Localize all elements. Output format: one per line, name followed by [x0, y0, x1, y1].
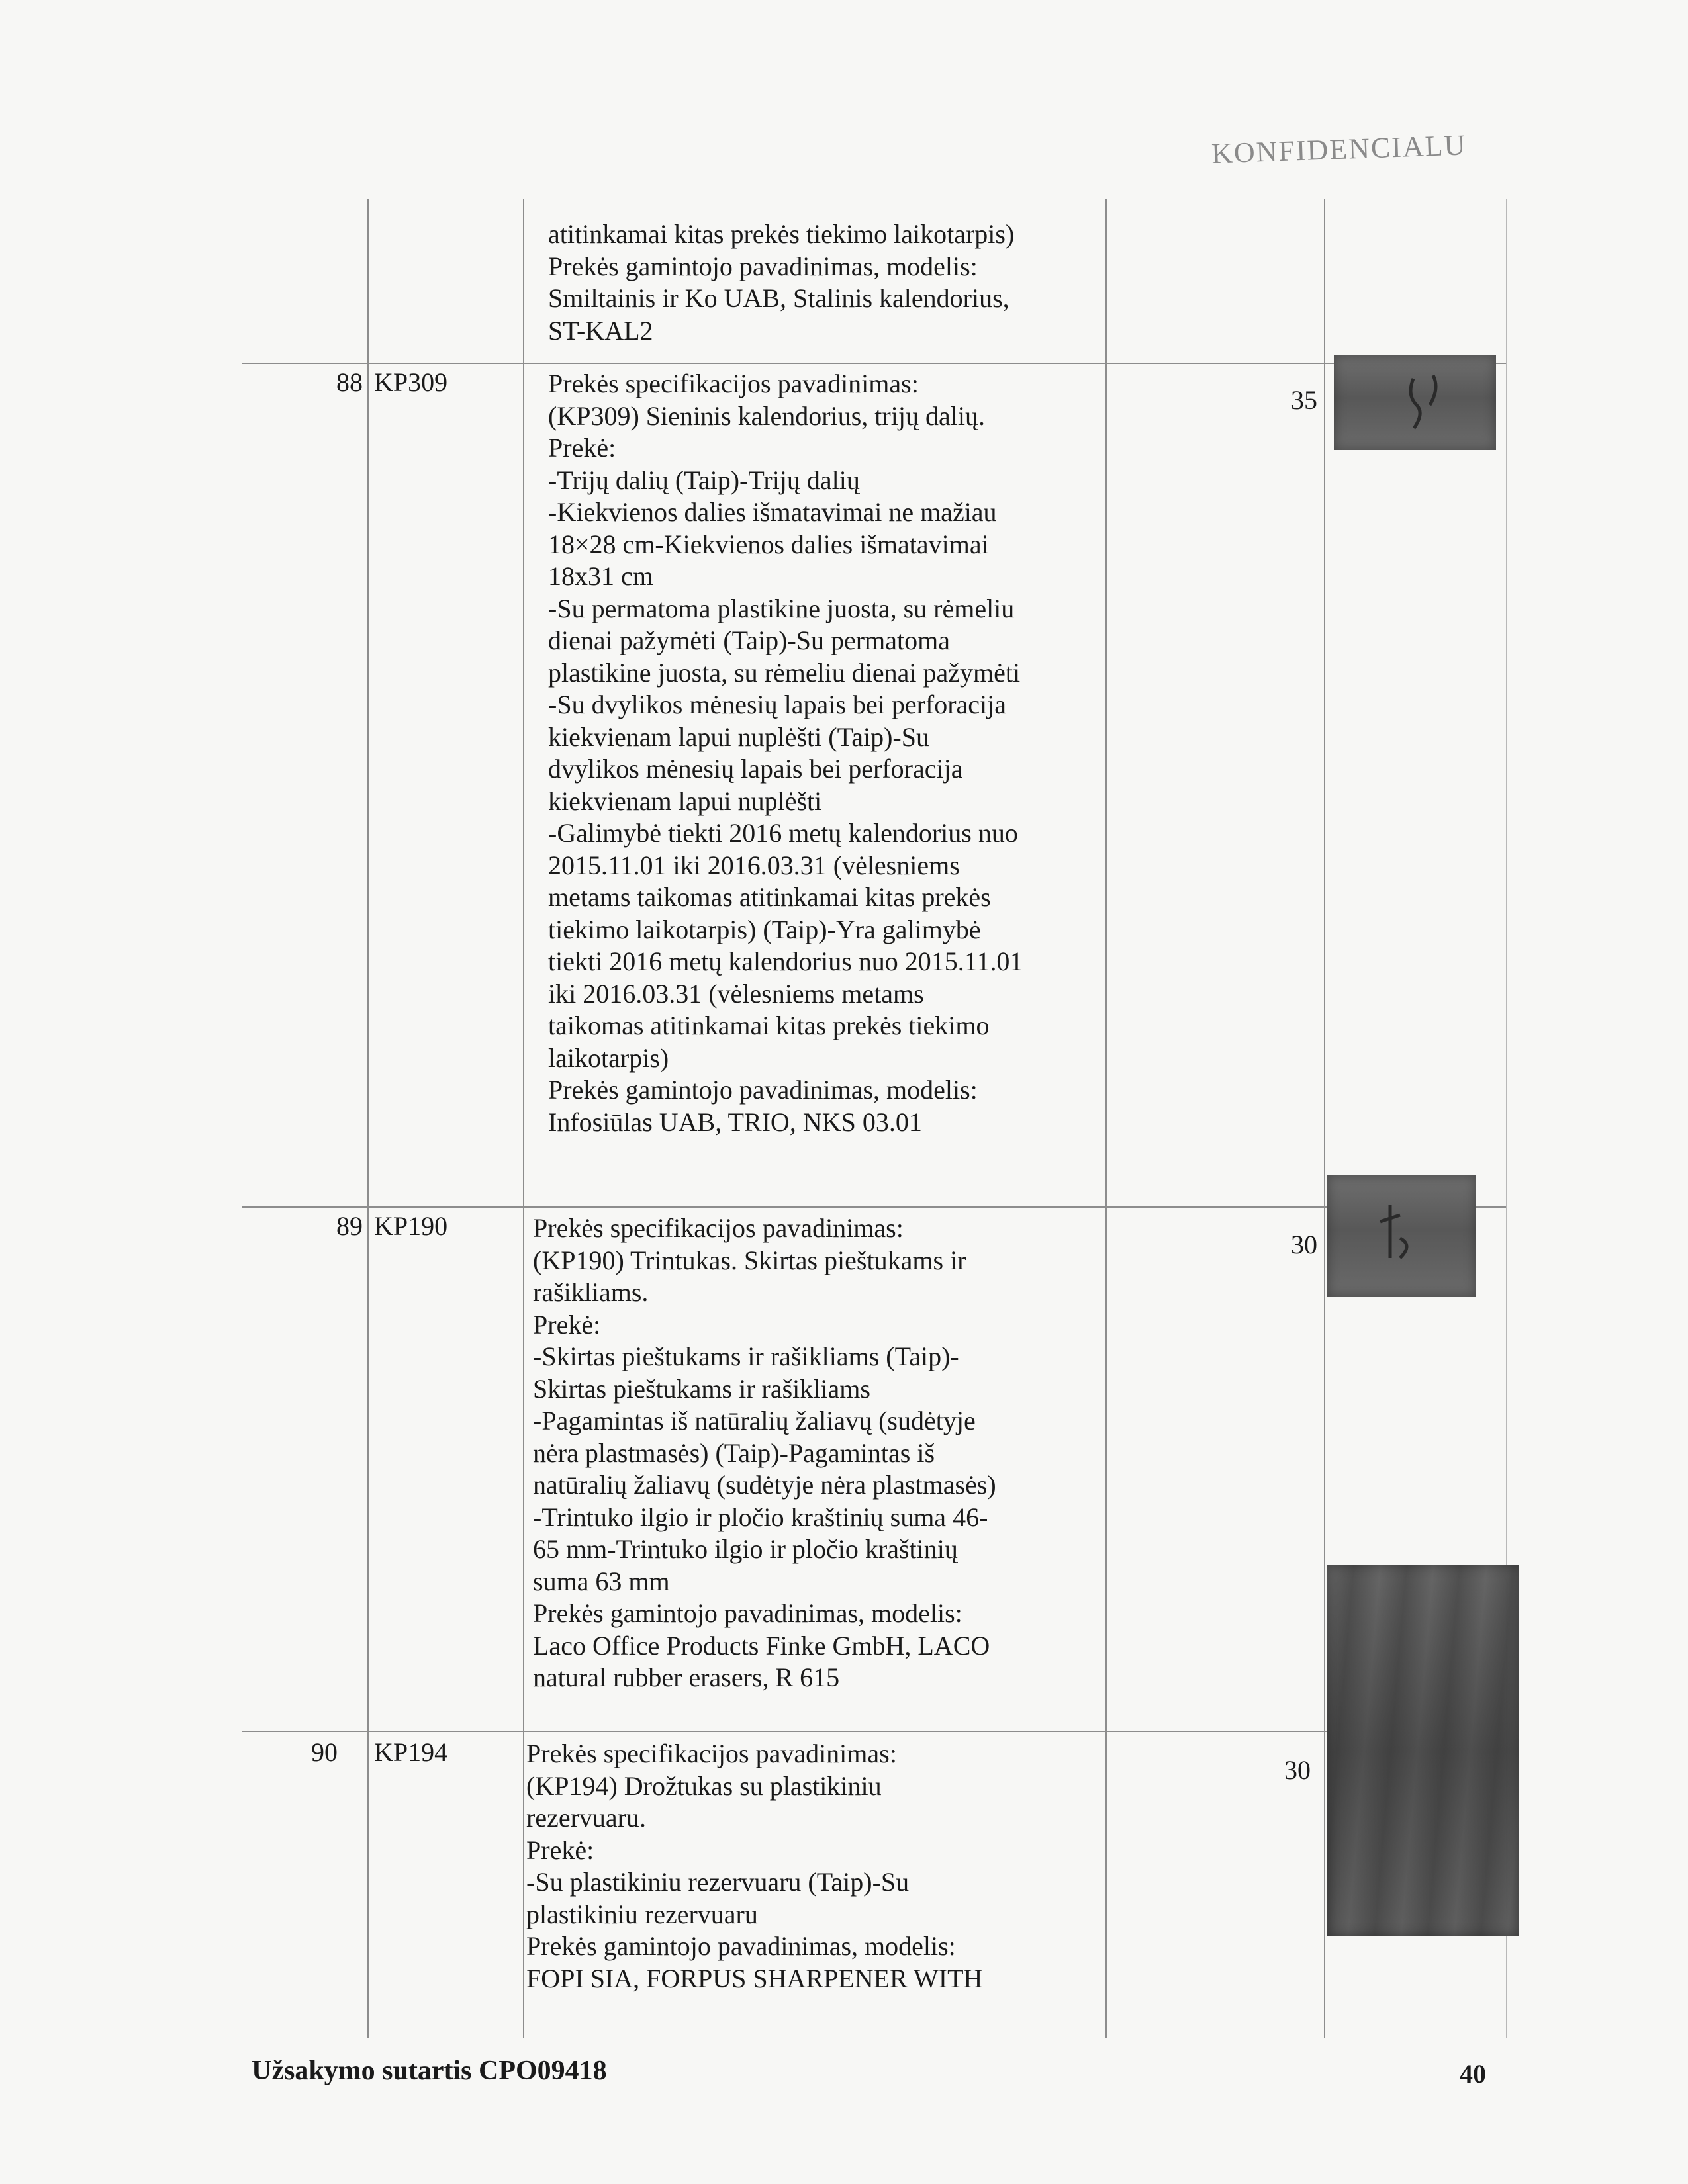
description-line: 65 mm-Trintuko ilgio ir pločio kraštinių: [533, 1534, 958, 1564]
description-line: kiekvienam lapui nuplėšti: [548, 786, 822, 816]
confidential-stamp: KONFIDENCIALU: [1211, 128, 1468, 170]
description-line: Smiltainis ir Ko UAB, Stalinis kalendorius,: [548, 283, 1009, 313]
description-line: Laco Office Products Finke GmbH, LACO: [533, 1630, 990, 1661]
description-line: natūralių žaliavų (sudėtyje nėra plastmasės): [533, 1470, 996, 1500]
handwritten-mark-icon: [1334, 355, 1496, 450]
row-number: 88: [336, 367, 363, 397]
description-line: -Galimybė tiekti 2016 metų kalendorius nuo: [548, 818, 1018, 848]
description-line: Prekės specifikacijos pavadinimas:: [548, 369, 919, 398]
description-line: Prekės gamintojo pavadinimas, modelis:: [526, 1931, 956, 1961]
item-quantity: 30: [1284, 1755, 1311, 1785]
description-line: taikomas atitinkamai kitas prekės tiekimo: [548, 1011, 990, 1040]
description-line: kiekvienam lapui nuplėšti (Taip)-Su: [548, 721, 929, 752]
item-code: KP194: [374, 1737, 448, 1767]
redaction-block: [1327, 1565, 1519, 1936]
description-line: nėra plastmasės) (Taip)-Pagamintas iš: [533, 1437, 935, 1468]
description-line: rašikliams.: [533, 1277, 649, 1307]
description-line: 18×28 cm-Kiekvienos dalies išmatavimai: [548, 529, 989, 559]
description-line: (KP190) Trintukas. Skirtas pieštukams ir: [533, 1245, 966, 1275]
description-line: Prekės specifikacijos pavadinimas:: [526, 1739, 897, 1768]
description-line: -Su permatoma plastikine juosta, su rėmeliu: [548, 593, 1015, 623]
contract-title: Užsakymo sutartis CPO09418: [252, 2056, 607, 2086]
description-line: laikotarpis): [548, 1042, 669, 1073]
description-line: plastikiniu rezervuaru: [526, 1899, 758, 1929]
row-separator-89: [242, 1206, 1506, 1208]
item-description: [548, 368, 1117, 1138]
description-line: (KP309) Sieninis kalendorius, trijų dalių.: [548, 400, 985, 431]
item-quantity: 35: [1291, 385, 1317, 415]
description-line: -Pagamintas iš natūralių žaliavų (sudėtyje: [533, 1406, 976, 1435]
redaction-block: [1327, 1175, 1476, 1297]
description-line: suma 63 mm: [533, 1566, 670, 1596]
description-line: FOPI SIA, FORPUS SHARPENER WITH: [526, 1963, 983, 1993]
description-line: Skirtas pieštukams ir rašikliams: [533, 1373, 870, 1404]
description-line: 18x31 cm: [548, 561, 653, 591]
description-line: dvylikos mėnesių lapais bei perforacija: [548, 754, 963, 784]
description-line: 2015.11.01 iki 2016.03.31 (vėlesniems: [548, 850, 960, 880]
description-line: plastikine juosta, su rėmeliu dienai pažymėti: [548, 657, 1021, 688]
description-line: Prekė:: [526, 1835, 594, 1865]
description-line: Prekės gamintojo pavadinimas, modelis:: [548, 251, 978, 281]
description-line: -Skirtas pieštukams ir rašikliams (Taip)-: [533, 1342, 959, 1371]
description-line: Prekė:: [548, 433, 616, 463]
description-line: Prekė:: [533, 1309, 601, 1340]
column-divider-number: [367, 199, 369, 2038]
description-line: (KP194) Drožtukas su plastikiniu: [526, 1770, 882, 1801]
description-line: tiekti 2016 metų kalendorius nuo 2015.11.01: [548, 946, 1023, 976]
item-code: KP309: [374, 367, 448, 397]
item-description: [533, 1212, 1102, 1694]
column-divider-code: [523, 199, 524, 2038]
handwritten-mark-icon: [1327, 1175, 1476, 1297]
row-number: 90: [311, 1737, 338, 1767]
description-line: Prekės gamintojo pavadinimas, modelis:: [548, 1075, 978, 1105]
description-line: -Su dvylikos mėnesių lapais bei perforacija: [548, 690, 1007, 719]
row-number: 89: [336, 1211, 363, 1241]
continuation-description: [548, 218, 1117, 347]
description-line: natural rubber erasers, R 615: [533, 1662, 840, 1692]
description-line: Prekės specifikacijos pavadinimas:: [533, 1213, 904, 1243]
description-line: atitinkamai kitas prekės tiekimo laikotarpis): [548, 219, 1015, 249]
description-line: Prekės gamintojo pavadinimas, modelis:: [533, 1598, 962, 1628]
description-line: dienai pažymėti (Taip)-Su permatoma: [548, 625, 950, 655]
description-line: ST-KAL2: [548, 315, 653, 345]
description-line: tiekimo laikotarpis) (Taip)-Yra galimybė: [548, 914, 981, 944]
page-number: 40: [1460, 2059, 1486, 2089]
description-line: metams taikomas atitinkamai kitas prekės: [548, 882, 991, 912]
row-separator-88: [242, 363, 1506, 364]
description-line: -Trijų dalių (Taip)-Trijų dalių: [548, 465, 860, 495]
column-divider-quantity: [1324, 199, 1325, 2038]
description-line: iki 2016.03.31 (vėlesniems metams: [548, 978, 924, 1009]
item-quantity: 30: [1291, 1230, 1317, 1259]
description-line: rezervuaru.: [526, 1803, 646, 1833]
item-code: KP190: [374, 1211, 448, 1241]
description-line: Infosiūlas UAB, TRIO, NKS 03.01: [548, 1107, 922, 1137]
description-line: -Trintuko ilgio ir pločio kraštinių suma 46-: [533, 1502, 988, 1532]
description-line: -Kiekvienos dalies išmatavimai ne mažiau: [548, 497, 997, 527]
description-line: -Su plastikiniu rezervuaru (Taip)-Su: [526, 1867, 910, 1897]
redaction-block: [1334, 355, 1496, 450]
item-description: [526, 1738, 1096, 1995]
row-separator-90: [242, 1731, 1506, 1732]
